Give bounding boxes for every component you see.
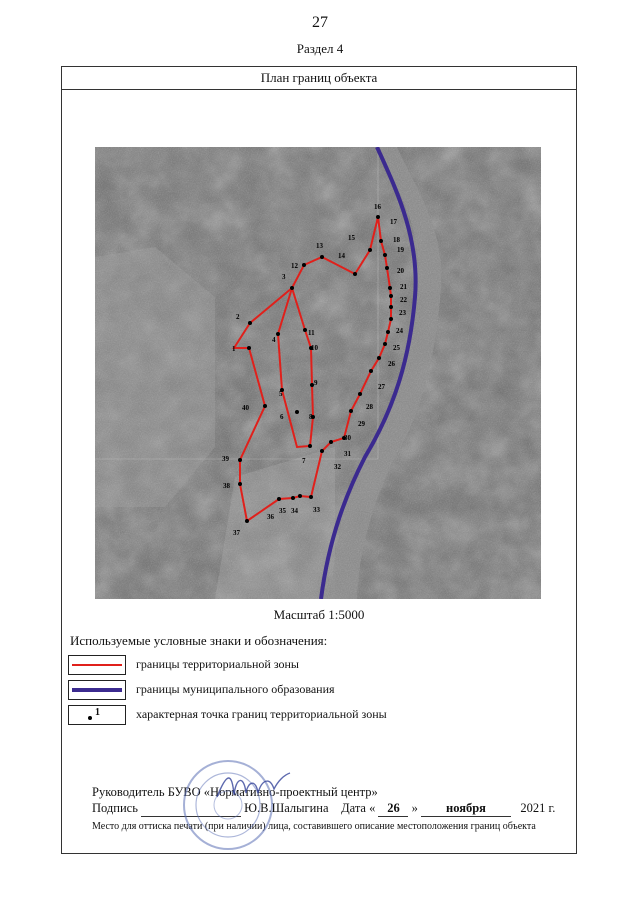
stamp-note: Место для оттиска печати (при наличии) лица, составившего описание местоположения границ объекта [92,821,536,832]
point-label-9: 9 [314,379,318,387]
point-2 [248,321,252,325]
frame-header: План границ объекта [62,67,576,90]
point-label-7: 7 [302,457,306,465]
point-label-3: 3 [282,273,286,281]
point-label-1: 1 [232,345,236,353]
point-29 [349,409,353,413]
signature-line [92,801,572,819]
signatory-role: Руководитель БУВО «Нормативно-проектный центр» [92,785,378,799]
scale-label: Масштаб 1:5000 [273,607,365,622]
point-14 [353,272,357,276]
point-label-14: 14 [338,252,345,260]
point-label-16: 16 [374,203,381,211]
point-38 [238,482,242,486]
point-label-38: 38 [223,482,230,490]
legend-title: Используемые условные знаки и обозначения: [70,633,328,648]
date-year: 2021 г. [520,801,556,815]
point-label-15: 15 [348,234,355,242]
point-24 [386,330,390,334]
legend-swatch-point [68,705,126,725]
dot-icon [88,716,92,720]
point-label-25: 25 [393,344,400,352]
point-label-40: 40 [242,404,249,412]
point-23 [389,317,393,321]
point-4 [276,332,280,336]
point-label-21: 21 [400,283,407,291]
point-label-37: 37 [233,529,240,537]
point-label-8: 8 [309,413,313,421]
point-20 [388,286,392,290]
point-label-33: 33 [313,506,320,514]
signatory-name: Ю.В.Шалыгина [244,801,329,815]
point-label-22: 22 [400,296,407,304]
red-line-icon [72,664,122,666]
point-3 [290,286,294,290]
point-7 [308,444,312,448]
point-27 [369,369,373,373]
point-label-12: 12 [291,262,298,270]
date-month: ноября [421,801,511,817]
point-6 [295,410,299,414]
point-11 [303,328,307,332]
legend-item-zone [68,655,468,677]
point-12 [302,263,306,267]
point-label-4: 4 [272,336,276,344]
page-number: 27 [312,14,328,31]
signature-field [141,801,241,817]
point-19 [385,266,389,270]
point-33 [309,495,313,499]
legend-item-municipal [68,680,468,702]
point-label-36: 36 [267,513,274,521]
boundary-map [95,147,541,599]
point-40 [263,404,267,408]
point-34 [298,494,302,498]
point-label-24: 24 [396,327,403,335]
point-25 [383,342,387,346]
point-label-35: 35 [279,507,286,515]
date-label: Дата « [341,801,376,815]
point-36 [277,497,281,501]
point-26 [377,356,381,360]
point-label-18: 18 [393,236,400,244]
point-15 [368,248,372,252]
point-28 [358,392,362,396]
point-21 [389,294,393,298]
point-31 [329,440,333,444]
point-label-23: 23 [399,309,406,317]
point-13 [320,255,324,259]
point-label-27: 27 [378,383,385,391]
legend-swatch-municipal [68,680,126,700]
point-17 [379,239,383,243]
point-label-31: 31 [344,450,351,458]
point-label-28: 28 [366,403,373,411]
point-label-26: 26 [388,360,395,368]
date-day: 26 [378,801,408,817]
point-label-39: 39 [222,455,229,463]
point-22 [389,305,393,309]
legend-label-zone: границы территориальной зоны [136,657,299,671]
point-label-10: 10 [311,344,318,352]
point-label-2: 2 [236,313,240,321]
point-label-20: 20 [397,267,404,275]
legend-swatch-zone [68,655,126,675]
point-16 [376,215,380,219]
point-sample-label: 1 [95,707,100,718]
signature-block [92,785,572,832]
point-label-6: 6 [280,413,284,421]
point-label-34: 34 [291,507,298,515]
section-title: Раздел 4 [296,41,344,56]
point-1 [247,346,251,350]
point-label-32: 32 [334,463,341,471]
document-frame [61,66,577,854]
point-label-5: 5 [279,390,283,398]
legend-item-point [68,705,468,727]
sign-label: Подпись [92,801,138,815]
point-18 [383,253,387,257]
satellite-grain [95,147,541,599]
point-32 [320,449,324,453]
point-39 [238,458,242,462]
point-37 [245,519,249,523]
legend-label-municipal: границы муниципального образования [136,682,335,696]
point-label-13: 13 [316,242,323,250]
legend-label-point: характерная точка границ территориальной зоны [136,707,387,721]
point-label-19: 19 [397,246,404,254]
date-day-close: » [411,801,418,815]
purple-line-icon [72,688,122,692]
point-label-30: 30 [344,434,351,442]
point-label-17: 17 [390,218,397,226]
point-label-11: 11 [308,329,315,337]
point-label-29: 29 [358,420,365,428]
point-35 [291,496,295,500]
